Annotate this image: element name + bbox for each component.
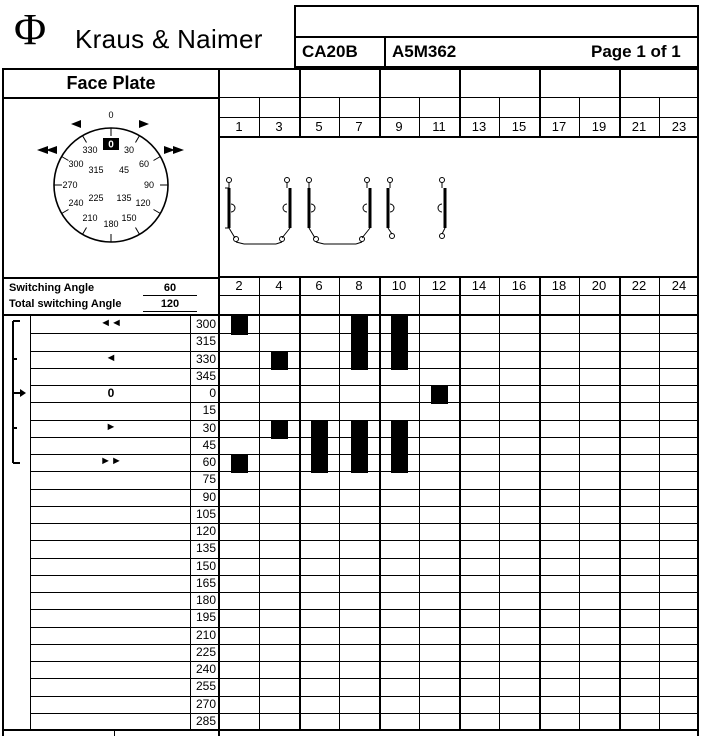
terminal-top-21: 21 — [631, 119, 647, 134]
svg-text:270: 270 — [62, 180, 78, 190]
angle-label-315: 315 — [195, 334, 216, 348]
terminal-bottom-18: 18 — [551, 278, 567, 293]
terminal-bottom-24: 24 — [671, 278, 687, 293]
terminal-bottom-20: 20 — [591, 278, 607, 293]
switching-angle-label: Switching Angle — [9, 282, 95, 294]
terminal-bottom-14: 14 — [471, 278, 487, 293]
face-plate-dial — [4, 100, 218, 275]
svg-text:330: 330 — [82, 145, 98, 155]
terminal-bottom-16: 16 — [511, 278, 527, 293]
angle-label-300: 300 — [195, 317, 216, 331]
contact-closed-1-2-at-300 — [231, 316, 248, 335]
angle-label-30: 30 — [202, 421, 216, 435]
svg-text:225: 225 — [88, 193, 104, 203]
angle-label-210: 210 — [195, 628, 216, 642]
angle-label-270: 270 — [195, 697, 216, 711]
contact-closed-9-10-at-315 — [391, 333, 408, 352]
svg-text:150: 150 — [121, 213, 137, 223]
position-bracket — [4, 316, 30, 466]
svg-text:120: 120 — [135, 198, 151, 208]
terminal-top-5: 5 — [315, 119, 323, 134]
svg-text:210: 210 — [82, 213, 98, 223]
contact-closed-5-6-at-60 — [311, 454, 328, 473]
contact-closed-3-4-at-330 — [271, 351, 288, 370]
svg-text:60: 60 — [138, 159, 150, 169]
contact-closed-9-10-at-330 — [391, 351, 408, 370]
contact-closed-7-8-at-330 — [351, 351, 368, 370]
angle-label-345: 345 — [195, 369, 216, 383]
angle-label-330: 330 — [195, 352, 216, 366]
svg-text:30: 30 — [123, 145, 135, 155]
terminal-bottom-2: 2 — [235, 278, 243, 293]
terminal-top-11: 11 — [432, 119, 446, 134]
model-label: CA20B — [302, 42, 358, 61]
contact-closed-1-2-at-60 — [231, 454, 248, 473]
terminal-top-1: 1 — [235, 119, 243, 134]
angle-label-165: 165 — [195, 576, 216, 590]
angle-label-135: 135 — [195, 541, 216, 555]
total-angle-label: Total switching Angle — [9, 298, 122, 310]
svg-text:45: 45 — [118, 165, 130, 175]
position-symbol-330: ◄ — [105, 352, 117, 364]
angle-label-0: 0 — [209, 386, 216, 400]
terminal-bottom-8: 8 — [355, 278, 363, 293]
angle-label-15: 15 — [202, 403, 216, 417]
terminal-top-23: 23 — [671, 119, 687, 134]
contact-wiring-diagram — [220, 138, 698, 276]
position-symbol-0: 0 — [107, 386, 115, 400]
terminal-bottom-10: 10 — [391, 278, 407, 293]
angle-label-75: 75 — [202, 472, 216, 486]
terminal-bottom-12: 12 — [431, 278, 447, 293]
terminal-top-7: 7 — [355, 119, 363, 134]
angle-label-225: 225 — [195, 645, 216, 659]
arrow-right-icon — [139, 120, 149, 128]
angle-label-60: 60 — [202, 455, 216, 469]
total-angle-value: 120 — [160, 298, 180, 310]
terminal-top-17: 17 — [551, 119, 567, 134]
dial-top-label: 0 — [108, 110, 114, 120]
angle-label-150: 150 — [195, 559, 216, 573]
arrow-left-icon — [71, 120, 81, 128]
svg-text:300: 300 — [68, 159, 84, 169]
current-position-arrow-icon — [13, 389, 26, 397]
brand-name: Kraus & Naimer — [75, 24, 263, 54]
contact-closed-9-10-at-60 — [391, 454, 408, 473]
angle-label-285: 285 — [195, 714, 216, 728]
contact-closed-3-4-at-30 — [271, 420, 288, 439]
svg-text:315: 315 — [88, 165, 104, 175]
position-symbol-300: ◄◄ — [100, 317, 122, 329]
terminal-bottom-6: 6 — [315, 278, 323, 293]
page-label: Page 1 of 1 — [591, 42, 681, 61]
terminal-top-15: 15 — [511, 119, 527, 134]
face-plate-title: Face Plate — [66, 73, 156, 93]
angle-label-195: 195 — [195, 610, 216, 624]
title-block-top — [294, 5, 699, 38]
terminal-bottom-4: 4 — [275, 278, 283, 293]
svg-text:240: 240 — [68, 198, 84, 208]
terminal-top-19: 19 — [591, 119, 607, 134]
angle-label-105: 105 — [195, 507, 216, 521]
svg-text:90: 90 — [143, 180, 155, 190]
position-symbol-30: ► — [105, 421, 117, 433]
svg-text:0: 0 — [108, 139, 114, 151]
logo-symbol: Φ — [14, 5, 47, 54]
angle-label-240: 240 — [195, 662, 216, 676]
angle-label-45: 45 — [202, 438, 216, 452]
svg-text:135: 135 — [116, 193, 132, 203]
angle-label-120: 120 — [195, 524, 216, 538]
contact-closed-11-12-at-0 — [431, 385, 448, 404]
svg-text:180: 180 — [103, 219, 119, 229]
angle-label-180: 180 — [195, 593, 216, 607]
angle-label-255: 255 — [195, 679, 216, 693]
terminal-bottom-22: 22 — [631, 278, 647, 293]
code-label: A5M362 — [392, 42, 457, 61]
terminal-top-13: 13 — [471, 119, 487, 134]
angle-label-90: 90 — [202, 490, 216, 504]
contact-closed-7-8-at-60 — [351, 454, 368, 473]
switching-angle-value: 60 — [163, 282, 177, 294]
contact-closed-7-8-at-315 — [351, 333, 368, 352]
terminal-top-3: 3 — [275, 119, 283, 134]
position-symbol-60: ►► — [100, 455, 122, 467]
terminal-top-9: 9 — [395, 119, 403, 134]
